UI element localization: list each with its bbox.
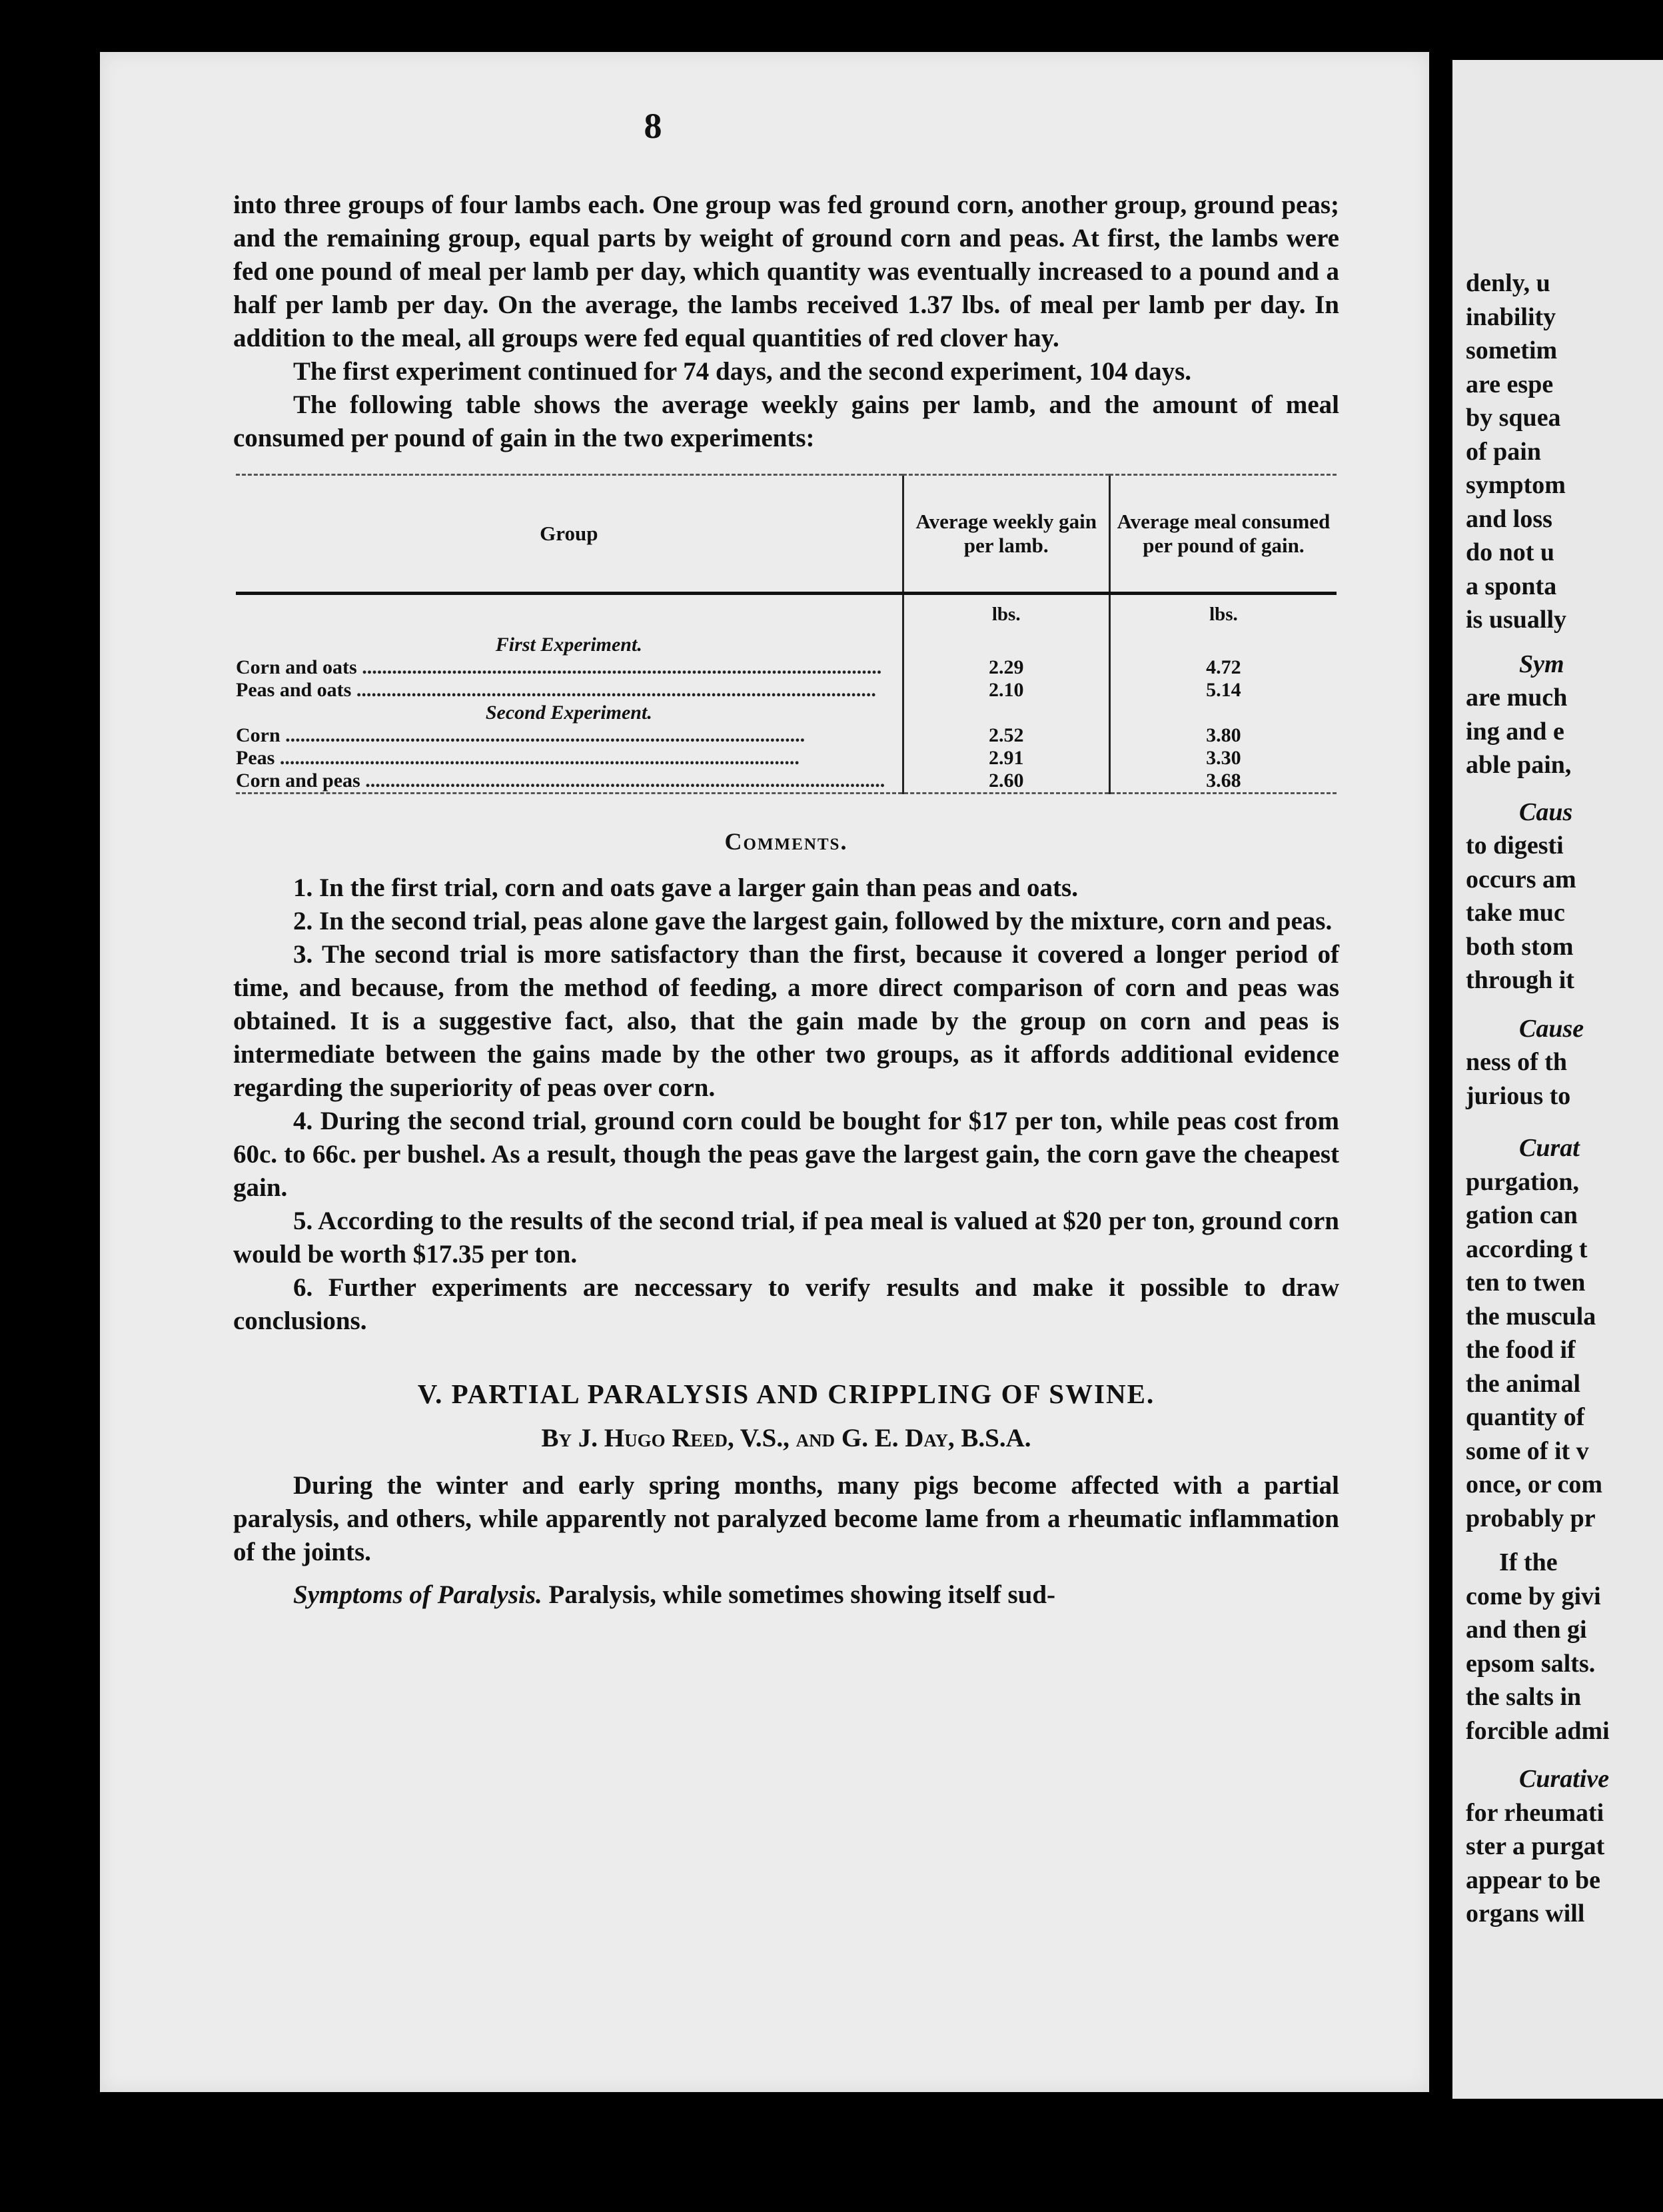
table-header-group: Group [540,522,598,545]
comments-heading: Comments. [724,828,848,855]
table-row: Corn and oats ........................................................................................................ 2.29 4.72 [236,656,1337,679]
facing-page-line: and then gi [1466,1616,1587,1644]
facing-page-line: appear to be [1466,1866,1600,1894]
comment-item: 5. According to the results of the second trial, if pea meal is valued at $20 per ton, ground corn would be worth $17.35 per ton. [233,1207,1339,1269]
comment-item: 4. During the second trial, ground corn could be bought for $17 per ton, while peas cost from 60c. to 66c. per bushel. As a result, though the peas gave the largest gain, the corn gave the cheapest gain. [233,1107,1339,1202]
facing-page-line: forcible admi [1466,1716,1610,1745]
comment-item: 6. Further experiments are neccessary to verify results and make it possible to draw conclusions. [233,1273,1339,1335]
facing-page-line: epsom salts. [1466,1649,1596,1678]
facing-page-line: take muc [1466,899,1565,927]
facing-page-line: symptom [1466,471,1566,499]
comment-item: 2. In the second trial, peas alone gave the largest gain, followed by the mixture, corn and peas. [293,907,1333,935]
comment-item: 3. The second trial is more satisfactory than the first, because it covered a longer period of time, and because, from the method of feeding, a more direct comparison of corn and peas was obtained. It is a suggestive fact, also, that the gain made by the group on corn and peas is intermediate between the gains made by the other two groups, as it affords additional evidence regarding the superiority of peas over corn. [233,940,1339,1102]
meal-cell: 4.72 [1109,656,1337,679]
facing-page-line: If the [1499,1548,1558,1576]
facing-page-line: according t [1466,1235,1588,1263]
page-content [233,189,1339,1612]
facing-page-line: the salts in [1466,1683,1582,1711]
facing-page-line: ness of th [1466,1048,1568,1076]
gain-cell: 2.91 [903,747,1109,770]
intro-paragraph: The first experiment continued for 74 days, and the second experiment, 104 days. [293,357,1191,386]
facing-page-line: probably pr [1466,1504,1596,1532]
facing-page-line: the animal [1466,1369,1581,1398]
byline: By J. Hugo Reed, V.S., and G. E. Day, B.S.A. [541,1424,1031,1452]
facing-page-line: to digesti [1466,831,1564,859]
gain-cell: 2.52 [903,724,1109,747]
facing-page-line: able pain, [1466,751,1572,779]
results-table [236,474,1337,801]
row-label: Corn and oats [236,656,357,678]
experiment-title: First Experiment. [495,634,642,656]
gain-cell: 2.60 [903,770,1109,794]
facing-page-line: of pain [1466,437,1541,466]
meal-cell: 3.80 [1109,724,1337,747]
facing-page-line: ing and e [1466,717,1564,746]
facing-page-line: are much [1466,684,1568,712]
row-label: Corn and peas [236,770,360,792]
meal-cell: 3.30 [1109,747,1337,770]
facing-page-line: ster a purgat [1466,1832,1605,1860]
facing-page-line: is usually [1466,606,1567,634]
facing-page-line: quantity of [1466,1403,1585,1431]
table-header-meal: Average meal consumed per pound of gain. [1109,476,1337,592]
facing-page-line: come by givi [1466,1582,1601,1610]
table-header-gain: Average weekly gain per lamb. [903,476,1109,592]
facing-page-line: Curat [1519,1134,1580,1162]
facing-page-line: Cause [1519,1014,1584,1043]
facing-page-text [1466,267,1663,1931]
facing-page-line: for rheumati [1466,1798,1604,1827]
intro-paragraph: into three groups of four lambs each. One group was fed ground corn, another group, ground peas; and the remaining group, equal parts by weight of ground corn and peas. At first, the lambs were fed one pound of meal per lamb per day, which quantity was eventually increased to a pound and a half per lamb per day. On the average, the lambs received 1.37 lbs. of meal per lamb per day. In addition to the meal, all groups were fed equal quantities of red clover hay. [233,191,1339,352]
page-number: 8 [644,106,662,146]
facing-page-line: purgation, [1466,1167,1579,1196]
row-label: Corn [236,724,280,746]
gain-cell: 2.29 [903,656,1109,679]
facing-page-line: some of it v [1466,1436,1589,1465]
table-row: Corn ........................................................................................................ 2.52 3.80 [236,724,1337,747]
last-line-text: Paralysis, while sometimes showing itself sud- [542,1580,1056,1609]
unit-label: lbs. [1109,594,1337,634]
last-line [233,1578,1339,1612]
facing-page-line: occurs am [1466,865,1576,893]
facing-page-fragment [1452,60,1663,2099]
facing-page-line: Sym [1519,650,1564,678]
facing-page-line: Caus [1519,798,1573,826]
facing-page-line: a sponta [1466,572,1557,600]
intro-paragraph: The following table shows the average weekly gains per lamb, and the amount of meal consumed per pound of gain in the two experiments: [233,390,1339,452]
row-label: Peas [236,747,275,769]
facing-page-line: and loss [1466,504,1552,533]
facing-page-line: denly, u [1466,269,1550,297]
gain-cell: 2.10 [903,679,1109,702]
facing-page-line: the food if [1466,1336,1576,1364]
facing-page-line: sometim [1466,336,1558,364]
facing-page-line: through it [1466,966,1574,994]
table-row: Peas ........................................................................................................ 2.91 3.30 [236,747,1337,770]
meal-cell: 3.68 [1109,770,1337,794]
facing-page-line: inability [1466,302,1556,331]
book-page [100,52,1429,2092]
table-row: Peas and oats ........................................................................................................ 2.10 5.14 [236,679,1337,702]
subheading-italic: Symptoms of Paralysis. [293,1580,542,1609]
facing-page-line: are espe [1466,370,1554,398]
comment-item: 1. In the first trial, corn and oats gave a larger gain than peas and oats. [293,873,1078,902]
facing-page-line: both stom [1466,932,1574,961]
meal-cell: 5.14 [1109,679,1337,702]
facing-page-line: do not u [1466,538,1555,566]
facing-page-line: by squea [1466,404,1561,432]
row-label: Peas and oats [236,679,352,701]
facing-page-line: gation can [1466,1201,1578,1229]
facing-page-line: the muscula [1466,1302,1596,1331]
facing-page-line: once, or com [1466,1470,1603,1498]
facing-page-line: organs will [1466,1900,1585,1928]
section-title: V. PARTIAL PARALYSIS AND CRIPPLING OF SWINE. [417,1379,1155,1409]
experiment-title: Second Experiment. [485,702,652,724]
facing-page-line: ten to twen [1466,1269,1586,1297]
section-paragraph: During the winter and early spring months, many pigs become affected with a partial paralysis, and others, while apparently not paralyzed become lame from a rheumatic inflammation of the joints. [233,1471,1339,1566]
facing-page-line: Curative [1519,1765,1610,1793]
unit-label: lbs. [903,594,1109,634]
table-row: Corn and peas ........................................................................................................ 2.60 3.68 [236,770,1337,794]
facing-page-line: jurious to [1466,1081,1571,1110]
